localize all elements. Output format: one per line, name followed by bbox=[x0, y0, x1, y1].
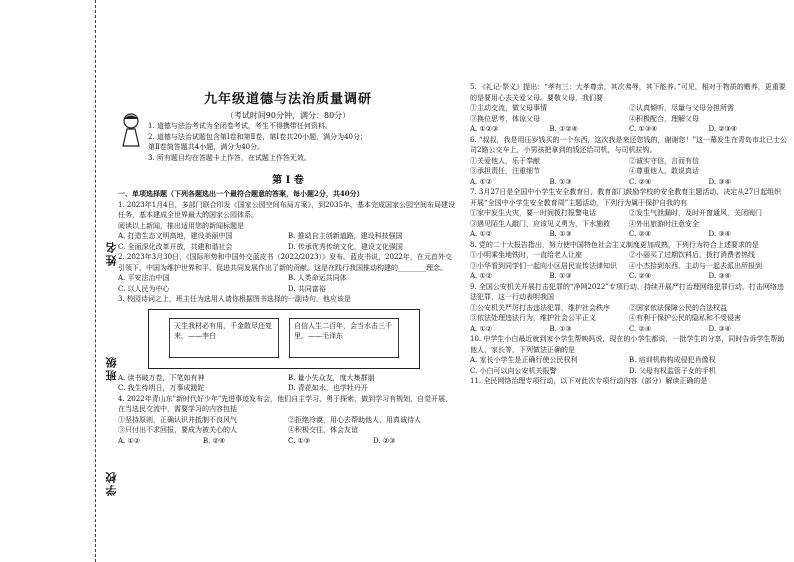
item-4: ④积极交往，体会友谊 bbox=[288, 426, 358, 434]
option-d: D. 青花如水，也学牡丹开 bbox=[288, 384, 368, 392]
right-column bbox=[470, 82, 788, 387]
option-d: D. 父母有权监管子女的手机 bbox=[629, 366, 716, 375]
option-b: B. 人类命运共同体 bbox=[288, 274, 347, 282]
option-a: A. ①② bbox=[470, 272, 493, 280]
question-6: 6. “叔叔，我是用压岁钱买的一个东西，这次我是来还您钱的，谢谢您！”这一幕发生在青岛市北已士公司2路公交车上，小男孩把拿到的钱还给司机，与司机拉钩。 bbox=[470, 135, 788, 154]
question-5: 5. 《礼记·祭义》提出：“孝有三：大孝尊亲，其次弗辱，其下能养。”可见，相对于物质的赡养，更重要的是要用心去关爱父母。要敬父母，我们要 bbox=[470, 83, 786, 102]
item-2: ②国家依法保障公民的合法权益 bbox=[629, 303, 727, 312]
name-label: 姓名 bbox=[105, 240, 118, 266]
left-column bbox=[118, 0, 458, 446]
exam-subtitle: （考试时间90分钟，满分：80分） bbox=[225, 111, 351, 120]
question-3: 3. 校园诗词之上，班主任为选用人请你根据图书选择的一副诗句，他应该是 bbox=[118, 295, 351, 303]
question-8-items bbox=[470, 250, 788, 271]
option-b: B. ①③ bbox=[549, 272, 572, 280]
item-1: ①小明乘坐地铁时，一直给老人让座 bbox=[470, 251, 582, 259]
item-4: ④外出旅游时注意安全 bbox=[629, 219, 699, 228]
option-b: B. ①③ bbox=[549, 324, 572, 333]
option-a: A. ①② bbox=[470, 230, 493, 238]
question-1-options bbox=[118, 231, 458, 252]
option-d: D. ③④ bbox=[708, 177, 731, 186]
question-7-items bbox=[470, 208, 788, 229]
option-c: C. ②④ bbox=[629, 177, 652, 186]
notice-2: 2. 道德与法治试题包含第Ⅰ卷和第Ⅱ卷，第Ⅰ卷共20小题，满分为40分； bbox=[148, 132, 368, 141]
item-3: ③换位思考，体谅父母 bbox=[470, 114, 540, 123]
item-1: ①家中发生火灾，要一时间拨打报警电话 bbox=[470, 209, 596, 217]
item-4: ④有利于保护公民的隐私和不受侵害 bbox=[629, 314, 741, 322]
option-a: A. 平安法治中国 bbox=[118, 274, 170, 282]
notice-1: 1. 道德与法治考试为全闭卷考试，考生不得携带任何资料。 bbox=[148, 122, 332, 130]
option-c: C. ①③④ bbox=[629, 125, 658, 133]
book-illustration bbox=[148, 309, 420, 369]
option-a: A. ①② bbox=[470, 324, 493, 333]
question-10: 10. 中学生小白最近就到家小学生帮映吗说，现在的小学生都说，一批学生的分享，同时告诉学生帮助他人，家长等，下列做法正确的是 bbox=[470, 335, 785, 354]
question-8: 8. 党的二十大报告指出，努力使中国特色社会主义制度更加成熟，下列行为符合上述要求的是 bbox=[470, 240, 759, 249]
item-3: ③只付出不求回报，要成为被关心的人 bbox=[118, 426, 237, 434]
item-1: ①主动交流，做父母事情 bbox=[470, 104, 547, 112]
question-4: 4. 2022年青山东"新时代好少年"先进事迹发布会，他们自主学习、勇于探索，做到学习有规划，自觉开展，在当选民交流中，需要学习的内容包括 bbox=[118, 394, 453, 413]
question-10-options bbox=[470, 355, 788, 376]
question-2-options bbox=[118, 273, 458, 294]
option-d: D. ③④ bbox=[708, 272, 731, 280]
item-4: ④尊重他人，敢说真话 bbox=[629, 167, 699, 175]
school-label: 学校 bbox=[105, 470, 118, 496]
option-d: D. 共同富裕 bbox=[288, 284, 326, 293]
option-a: A. 家长小学生是正确行使公民权利 bbox=[470, 356, 578, 364]
option-c: C. ①③ bbox=[288, 436, 311, 445]
notice-4: 3. 所有题目均在答题卡上作答，在试题上作答无效。 bbox=[148, 153, 311, 162]
book-left-page: 天生我材必有用，千金散尽还复来。——李白 bbox=[169, 318, 279, 358]
item-2: ②认真倾听，尽量与父母分担所需 bbox=[629, 104, 734, 112]
item-2: ②小丽买了过期饮料后，拨打消费者热线 bbox=[629, 251, 755, 259]
question-9-items bbox=[470, 303, 788, 324]
option-c: C. ②④ bbox=[629, 324, 652, 333]
option-c: C. 全面深化改革开放，共建和谐社会 bbox=[118, 242, 233, 251]
item-4: ④积极配合，理解父母 bbox=[629, 114, 699, 123]
item-3: ③承担责任，注重细节 bbox=[470, 167, 540, 175]
item-4: ④小杰拾到东西，主动与一起去派出所报到 bbox=[629, 261, 762, 270]
option-b: B. ①③ bbox=[549, 177, 572, 186]
question-4-items bbox=[118, 415, 458, 436]
question-1-lead: 阅读以上新闻，推出适用您的新闻标题是 bbox=[118, 221, 244, 230]
notice-3: 第Ⅱ卷简答题共4小题，满分为40分。 bbox=[148, 143, 265, 151]
question-6-items bbox=[470, 156, 788, 177]
option-d: D. ③④ bbox=[708, 230, 731, 238]
question-7-options bbox=[470, 229, 788, 240]
option-b: B. ①③ bbox=[549, 230, 572, 238]
question-5-options bbox=[470, 124, 788, 135]
item-1: ①关爱他人，乐于奉献 bbox=[470, 156, 540, 165]
question-1: 1. 2023年1月4日，多部门联合印发《国家公园空间布局方案》，到2035年，基本完成国家公园空间布局建设任务，基本建成全世界最大的国家公园体系。 bbox=[118, 200, 455, 219]
option-c: C. 我生待明日，万事成蹉跎 bbox=[118, 384, 205, 392]
question-4-options bbox=[118, 436, 458, 447]
item-1: ①公安机关严厉打击违法犯罪，维护社会秩序 bbox=[470, 303, 610, 312]
option-c: C. 小白可以向公安机关报警 bbox=[470, 366, 557, 375]
option-a: A. ①② bbox=[118, 436, 141, 445]
option-c: C. ②④ bbox=[629, 272, 652, 280]
option-b: B. ②④ bbox=[203, 436, 226, 445]
option-c: C. 以人民为中心 bbox=[118, 284, 170, 293]
question-9-options bbox=[470, 324, 788, 335]
option-a: A. 打造生态文明高地，建设美丽中国 bbox=[118, 232, 233, 240]
option-b: B. 培训机构构成侵犯肖像权 bbox=[629, 356, 716, 364]
option-d: D. ③④ bbox=[708, 324, 731, 333]
option-b: B. ①②④ bbox=[549, 125, 578, 133]
exam-notice bbox=[148, 121, 458, 163]
question-11: 11. 全民网络治理专项行动，以下对此次专项行动内容（部分）解读正确的是 bbox=[470, 377, 708, 385]
item-2: ②诚实守信，言而有信 bbox=[629, 156, 699, 165]
question-3-options bbox=[118, 373, 458, 394]
question-6-options bbox=[470, 177, 788, 188]
option-b: B. 量小失众友，度大集群朋 bbox=[288, 373, 375, 382]
question-9: 9. 全国公安机关开展打击犯罪的“净网2022”专项行动，持续开展严打治理网络犯罪行动，打击网络违法犯罪，这一行动表明我国 bbox=[470, 282, 784, 301]
item-2: ②发生气泄漏时，及时开窗通风，关闭阀门 bbox=[629, 209, 762, 217]
item-2: ②拒绝冷漠，用心去帮助他人，用真诚待人 bbox=[288, 415, 421, 424]
option-a: A. ①②③ bbox=[470, 125, 499, 133]
option-d: D. ②③ bbox=[373, 436, 396, 445]
item-3: ③小华看到同学们一起向小区居民宣传法律知识 bbox=[470, 261, 617, 270]
option-a: A. ①② bbox=[470, 177, 493, 186]
item-3: ③遇见陌生人敲门，应该见义勇为，下水施救 bbox=[470, 219, 610, 228]
option-d: D. ②③④ bbox=[708, 125, 738, 133]
instruction: 一、单项选择题（下列各题选出一个最符合题意的答案，每小题2分，共40分） bbox=[118, 189, 364, 198]
question-2: 2. 2023年3月30日，《国际形势和中国外交蓝皮书（2022/2023）》发布。蓝皮书说，2022年，在元首外交引领下，中国为维护世界和平、促进共同发展作出了新的贡献。这是在践行我国推动构建的________理念。 bbox=[118, 253, 452, 272]
option-b: B. 推动自主创新道路，建设科技强国 bbox=[288, 232, 403, 240]
book-right-page: 自信人生二百年，会当水击三千里。——毛泽东 bbox=[289, 318, 399, 358]
class-label: 班级 bbox=[105, 355, 118, 381]
binding-gutter bbox=[0, 0, 118, 562]
question-7: 7. 3月27日是全国中小学生安全教育日，教育部门鼓励学校的安全教育主题活动，决定从27日起组织开展“全国中小学生安全教育周”主题活动，下列行为属于保护自我的有 bbox=[470, 188, 782, 207]
item-3: ③依法处理违法行为，维护社会公平正义 bbox=[470, 314, 596, 322]
section-title: 第 Ⅰ 卷 bbox=[272, 175, 304, 186]
option-c: C. ②④ bbox=[629, 230, 652, 238]
seal-line bbox=[95, 0, 96, 562]
question-5-items bbox=[470, 103, 788, 124]
option-a: A. 读书破万卷，下笔如有神 bbox=[118, 373, 205, 382]
question-8-options bbox=[470, 271, 788, 282]
item-1: ①坚持原则，正确认识并抵制不良风气 bbox=[118, 415, 237, 424]
exam-title: 九年级道德与法治质量调研 bbox=[203, 92, 372, 107]
option-d: D. 传承优秀传统文化，建设文化强国 bbox=[288, 242, 403, 251]
cartoon-figure-icon bbox=[118, 112, 144, 148]
